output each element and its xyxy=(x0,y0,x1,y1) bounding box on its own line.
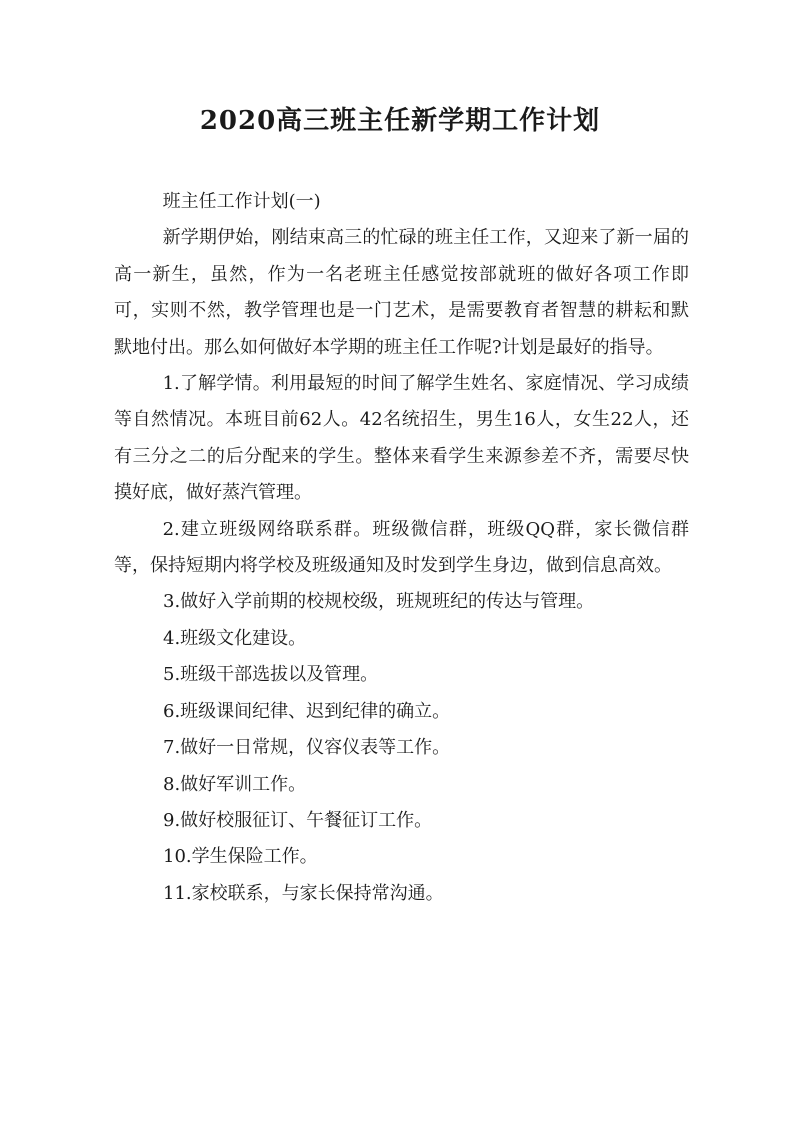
plan-item-7: 7.做好一日常规，仪容仪表等工作。 xyxy=(163,737,451,759)
document-title: 2020高三班主任新学期工作计划 xyxy=(199,106,601,136)
plan-item-4: 4.班级文化建设。 xyxy=(163,627,307,649)
plan-item-5: 5.班级干部选拔以及管理。 xyxy=(163,664,379,686)
section-heading: 班主任工作计划(一) xyxy=(162,191,321,212)
plan-item-8: 8.做好军训工作。 xyxy=(163,773,307,795)
plan-item-6: 6.班级课间纪律、迟到纪律的确立。 xyxy=(163,700,451,722)
document-body xyxy=(114,184,689,912)
plan-item-2: 2.建立班级网络联系群。班级微信群，班级QQ群，家长微信群等，保持短期内将学校及班级通知及时发到学生身边，做到信息高效。 xyxy=(114,518,689,577)
plan-item-11: 11.家校联系，与家长保持常沟通。 xyxy=(163,882,444,904)
intro-paragraph: 新学期伊始，刚结束高三的忙碌的班主任工作，又迎来了新一届的高一新生，虽然，作为一名老班主任感觉按部就班的做好各项工作即可，实则不然，教学管理也是一门艺术，是需要教育者智慧的耕耘和默默地付出。那么如何做好本学期的班主任工作呢?计划是最好的指导。 xyxy=(114,227,689,358)
plan-item-3: 3.做好入学前期的校规校级，班规班纪的传达与管理。 xyxy=(163,591,595,613)
plan-item-9: 9.做好校服征订、午餐征订工作。 xyxy=(163,809,433,831)
plan-item-10: 10.学生保险工作。 xyxy=(163,846,318,868)
plan-item-1: 1.了解学情。利用最短的时间了解学生姓名、家庭情况、学习成绩等自然情况。本班目前62人。42名统招生，男生16人，女生22人，还有三分之二的后分配来的学生。整体来看学生来源参差不齐，需要尽快摸好底，做好蒸汽管理。 xyxy=(114,373,689,504)
